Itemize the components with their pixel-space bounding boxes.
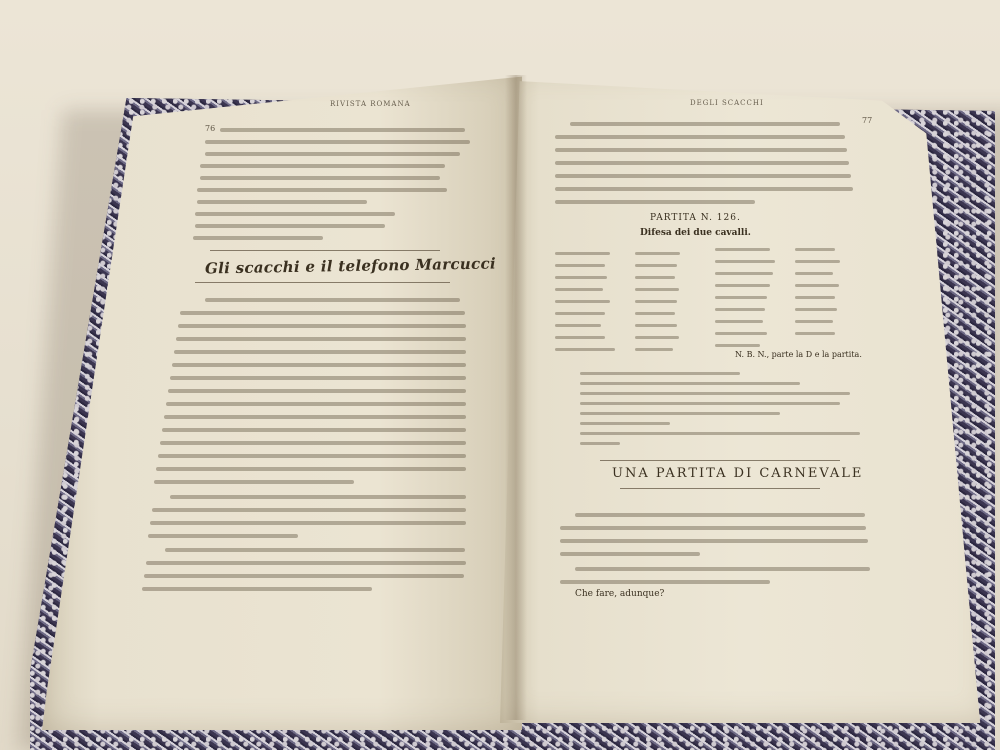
- left-running-head: RIVISTA ROMANA: [330, 100, 411, 108]
- right-page: [500, 68, 990, 723]
- book-gutter: [505, 75, 527, 720]
- right-title-rule-bottom: [620, 488, 820, 489]
- right-page-number: 77: [862, 116, 873, 125]
- left-section-title: Gli scacchi e il telefono Marcucci: [204, 254, 497, 278]
- left-page-number: 76: [205, 124, 216, 133]
- right-section-title: UNA PARTITA DI CARNEVALE: [612, 466, 864, 481]
- right-closing-line: Che fare, adunque?: [575, 589, 665, 599]
- left-title-rule-bottom: [195, 282, 450, 283]
- right-title-rule-top: [600, 460, 840, 461]
- left-title-rule-top: [210, 250, 440, 251]
- game-final-line: N. B. N., parte la D e la partita.: [735, 350, 862, 359]
- game-number: PARTITA N. 126.: [650, 213, 741, 223]
- opening-name: Difesa dei due cavalli.: [640, 228, 751, 238]
- right-running-head: DEGLI SCACCHI: [690, 99, 764, 107]
